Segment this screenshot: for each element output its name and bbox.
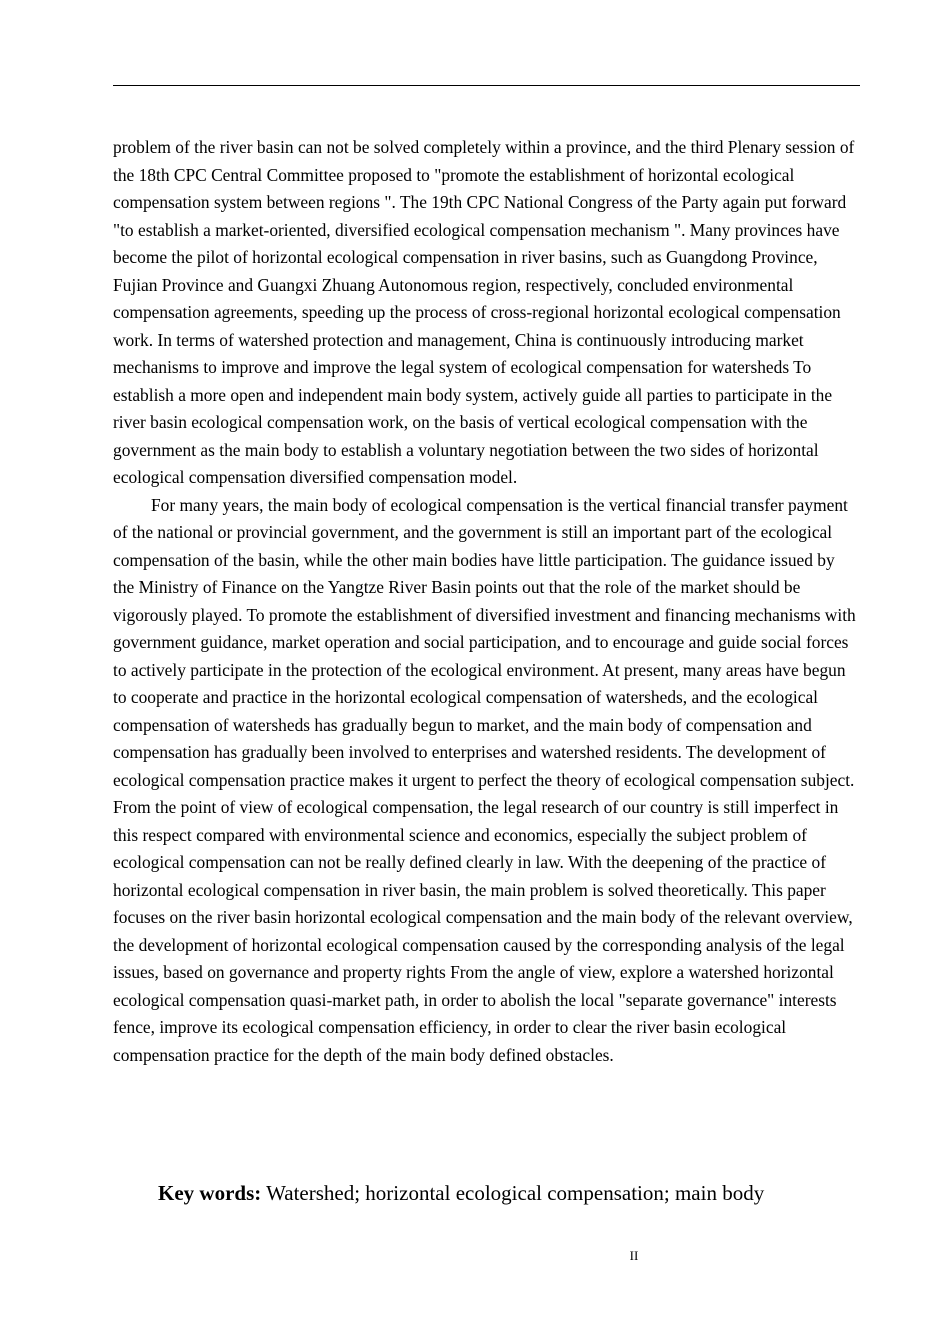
paragraph: For many years, the main body of ecological compensation is the vertical financial transfer payment of the national or provincial government, and the government is still an important part of the ecological compensation of the basin, while the other main bodies have little participation. The guidance issued by the Ministry of Finance on the Yangtze River Basin points out that the role of the market should be vigorously played. To promote the establishment of diversified investment and financing mechanisms with government guidance, market operation and social participation, and to encourage and guide social forces to actively participate in the protection of the ecological environment. At present, many areas have begun to cooperate and practice in the horizontal ecological compensation of watersheds, and the ecological compensation of watersheds has gradually begun to market, and the main body of compensation and compensation has gradually been involved to enterprises and watershed residents. The development of ecological compensation practice makes it urgent to perfect the theory of ecological compensation subject. From the point of view of ecological compensation, the legal research of our country is still imperfect in this respect compared with environmental science and economics, especially the subject problem of ecological compensation can not be really defined clearly in law. With the deepening of the practice of horizontal ecological compensation in river basin, the main problem is solved theoretically. This paper focuses on the river basin horizontal ecological compensation and the main body of the relevant overview, the development of horizontal ecological compensation caused by the corresponding analysis of the legal issues, based on governance and property rights From the angle of view, explore a watershed horizontal ecological compensation quasi-market path, in order to abolish the local "separate governance" interests fence, improve its ecological compensation efficiency, in order to clear the river basin ecological compensation practice for the depth of the main body defined obstacles. [113,494,856,1065]
paragraph-continued: problem of the river basin can not be solved completely within a province, and the third Plenary session of the 18th CPC Central Committee proposed to "promote the establishment of horizontal ecological compensation system between regions ". The 19th CPC National Congress of the Party again put forward "to establish a market-oriented, diversified ecological compensation mechanism ". Many provinces have become the pilot of horizontal ecological compensation in river basins, such as Guangdong Province, Fujian Province and Guangxi Zhuang Autonomous region, respectively, concluded environmental compensation agreements, speeding up the process of cross-regional horizontal ecological compensation work. In terms of watershed protection and management, China is continuously introducing market mechanisms to improve and improve the legal system of ecological compensation for watersheds To establish a more open and independent main body system, actively guide all parties to participate in the river basin ecological compensation work, on the basis of vertical ecological compensation with the government as the main body to establish a voluntary negotiation between the two sides of horizontal ecological compensation diversified compensation model. [113,137,855,487]
keywords-value: Watershed; horizontal ecological compensation; main body [261,1181,765,1205]
keywords-line [158,1179,858,1207]
abstract-body [113,134,860,1069]
keywords-label: Key words: [158,1181,262,1205]
page-number: II [629,1248,639,1263]
header-rule [113,85,860,86]
